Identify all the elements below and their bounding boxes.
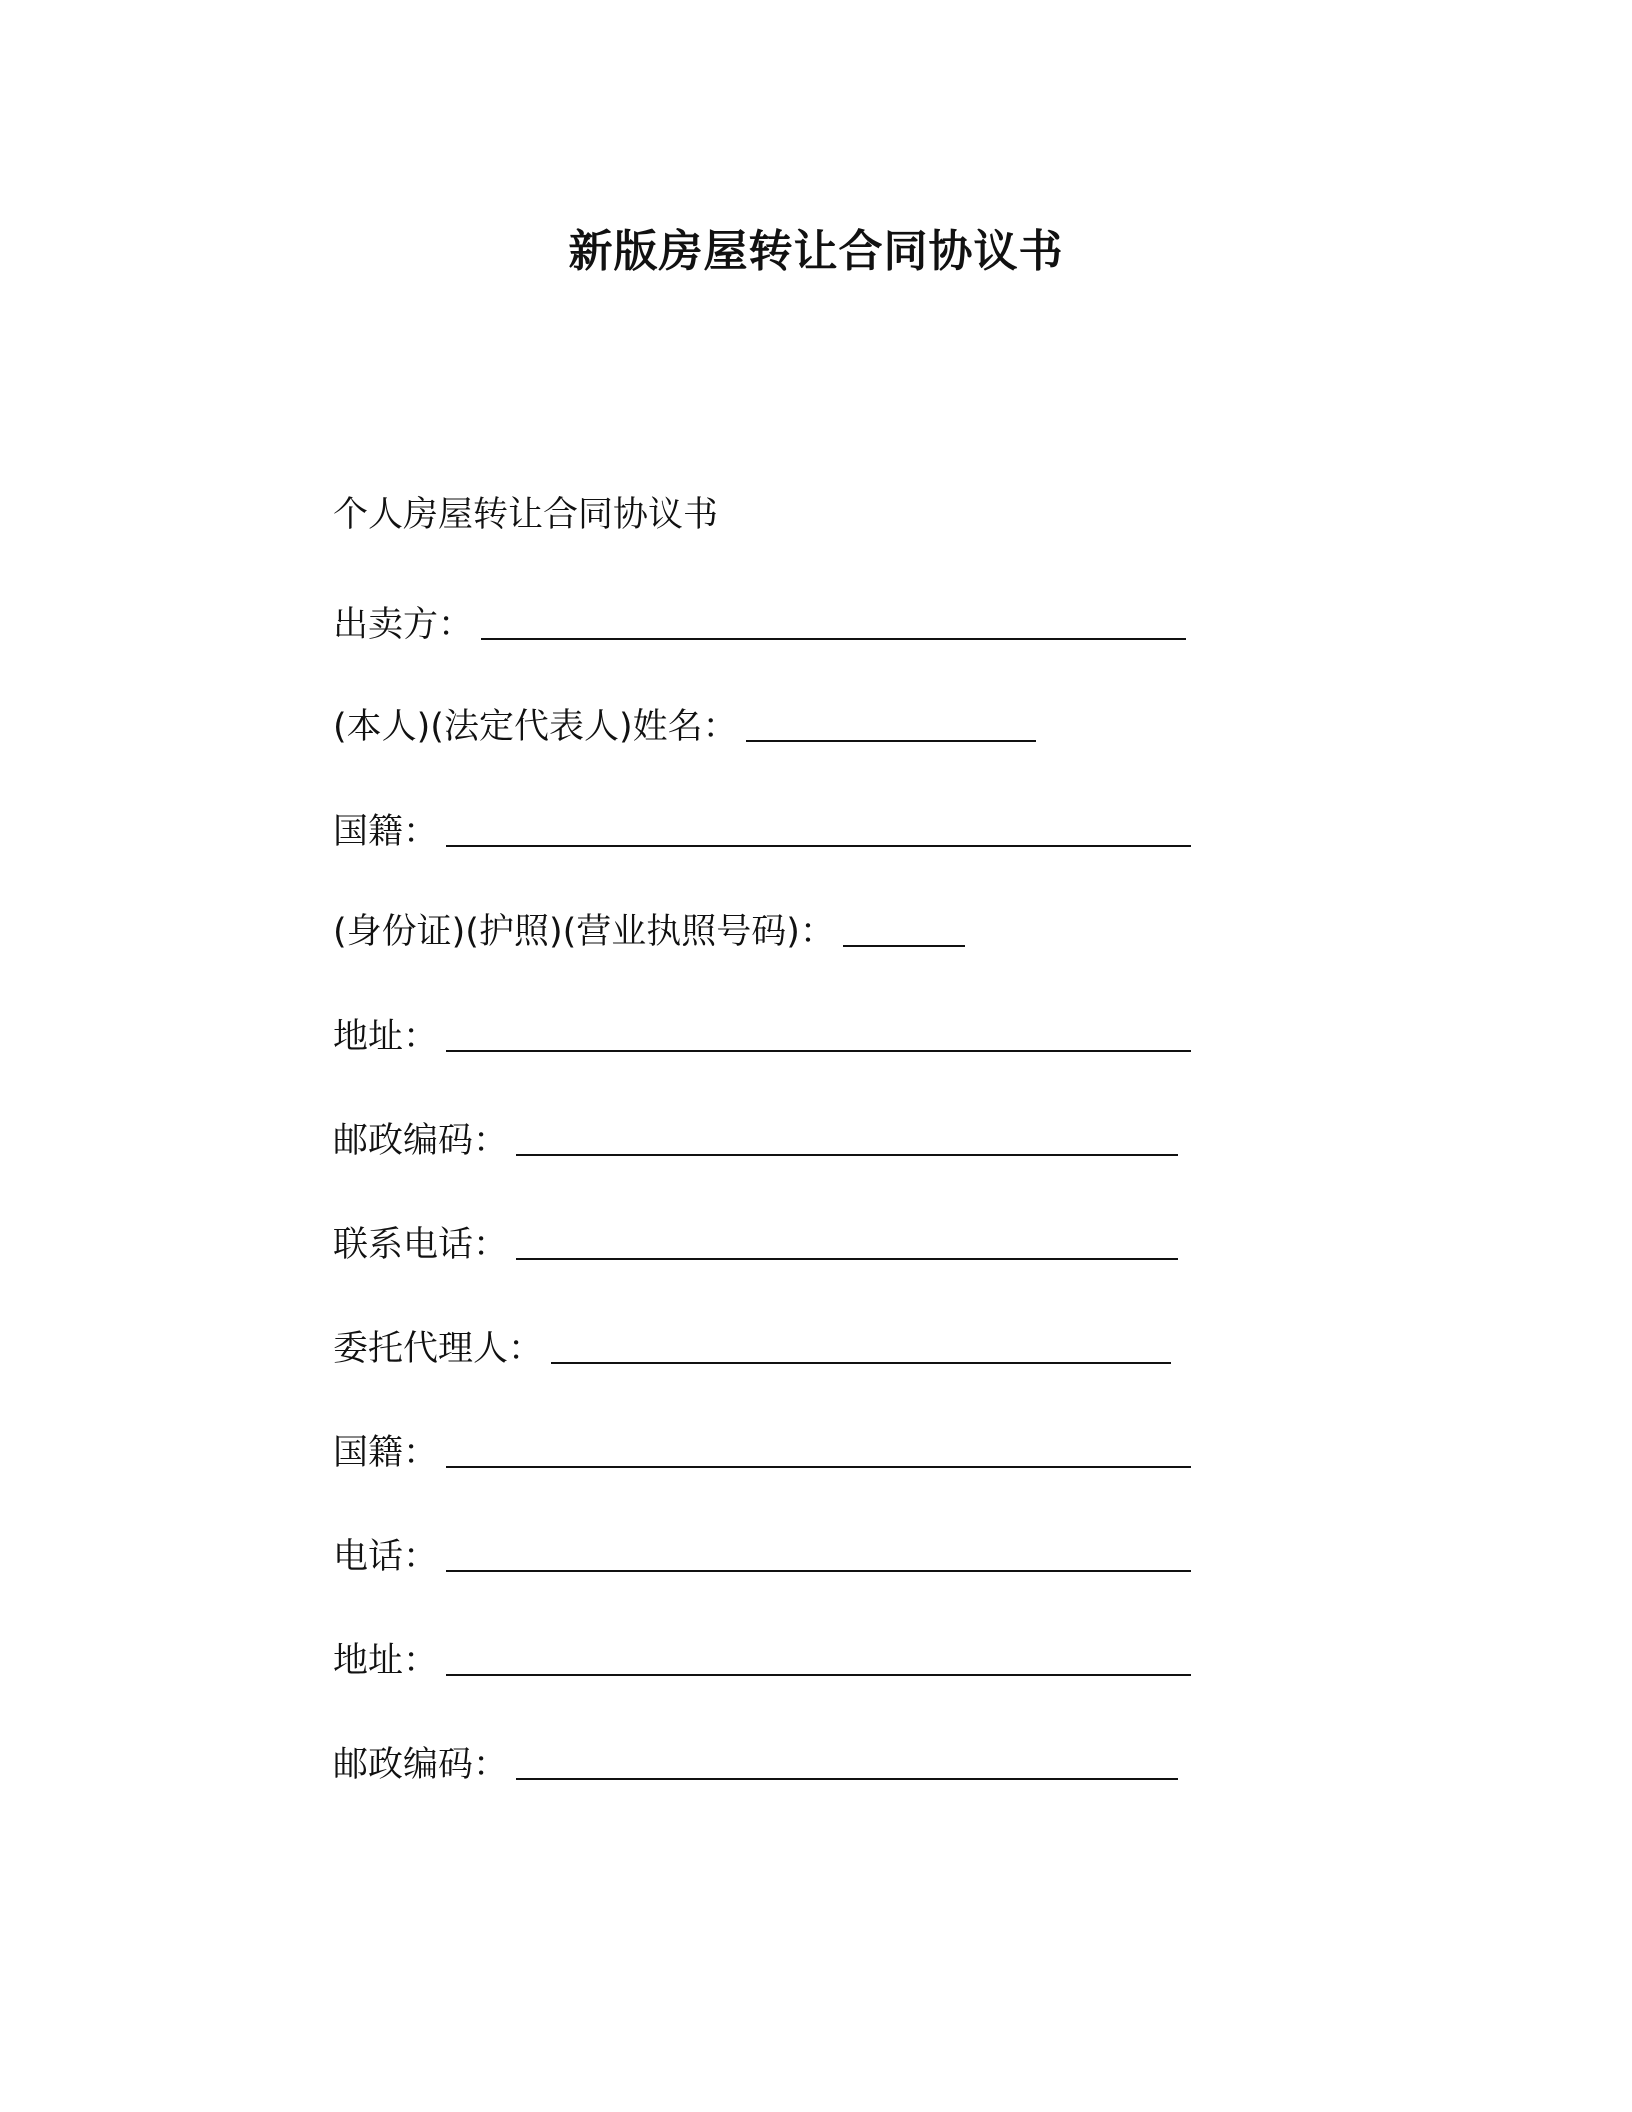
field-label: 联系电话： bbox=[333, 1225, 509, 1265]
field-id-number bbox=[333, 907, 965, 957]
document-title: 新版房屋转让合同协议书 bbox=[568, 226, 1064, 277]
field-agent-nationality bbox=[333, 1428, 1191, 1478]
field-seller bbox=[333, 600, 1186, 650]
field-label: 国籍： bbox=[333, 1433, 439, 1473]
blank-line bbox=[746, 740, 1036, 742]
blank-line bbox=[551, 1362, 1171, 1364]
field-label: 电话： bbox=[333, 1537, 439, 1577]
field-contact-phone bbox=[333, 1220, 1178, 1270]
blank-line bbox=[516, 1154, 1178, 1156]
field-label: 国籍： bbox=[333, 812, 439, 852]
field-label: 邮政编码： bbox=[333, 1121, 509, 1161]
field-label: (身份证)(护照)(营业执照号码)： bbox=[333, 912, 835, 952]
blank-line bbox=[446, 1570, 1191, 1572]
field-postcode bbox=[333, 1116, 1178, 1166]
blank-line bbox=[516, 1778, 1178, 1780]
blank-line bbox=[446, 1466, 1191, 1468]
field-label: (本人)(法定代表人)姓名： bbox=[333, 707, 738, 747]
field-agent-phone bbox=[333, 1532, 1191, 1582]
blank-line bbox=[516, 1258, 1178, 1260]
blank-line bbox=[446, 1050, 1191, 1052]
field-label: 出卖方： bbox=[333, 605, 474, 645]
field-agent-address bbox=[333, 1636, 1191, 1686]
blank-line bbox=[481, 638, 1186, 640]
field-label: 邮政编码： bbox=[333, 1745, 509, 1785]
document-subtitle: 个人房屋转让合同协议书 bbox=[333, 495, 719, 535]
field-agent bbox=[333, 1324, 1171, 1374]
field-label: 地址： bbox=[333, 1017, 439, 1057]
blank-line bbox=[446, 1674, 1191, 1676]
field-agent-postcode bbox=[333, 1740, 1178, 1790]
field-name bbox=[333, 702, 1036, 752]
blank-line bbox=[843, 945, 965, 947]
field-label: 委托代理人： bbox=[333, 1329, 544, 1369]
field-nationality bbox=[333, 807, 1191, 857]
field-label: 地址： bbox=[333, 1641, 439, 1681]
field-address bbox=[333, 1012, 1191, 1062]
blank-line bbox=[446, 845, 1191, 847]
